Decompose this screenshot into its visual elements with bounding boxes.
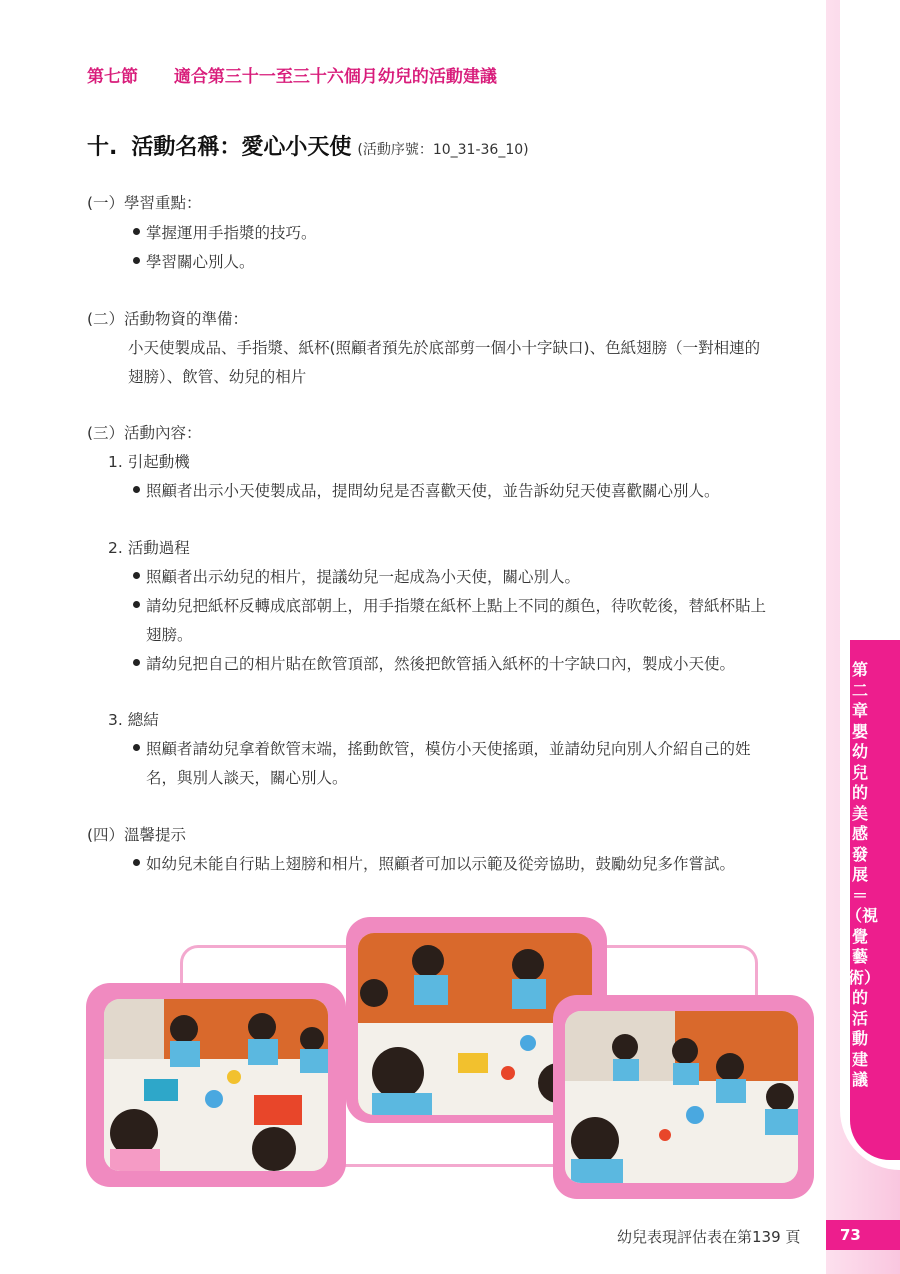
photo-right-image (565, 1011, 798, 1183)
photo-frame-right (553, 995, 814, 1199)
activity-title (87, 130, 529, 161)
activity-number: 十. (87, 135, 118, 160)
section-3-heading: (三）活動內容： (87, 424, 202, 442)
photo-left (104, 999, 328, 1171)
section-1-heading: (一）學習重點： (87, 194, 202, 212)
chapter-side-label: 第二章 嬰幼兒的美感發展＝（視覺藝術）的活動建議 (846, 660, 879, 1089)
section-title: 適合第三十一至三十六個月幼兒的活動建議 (173, 67, 497, 87)
section-4-heading: (四）溫馨提示 (87, 826, 187, 844)
subsection-heading: 1. 引起動機 (108, 453, 190, 471)
activity-serial: (活動序號：10_31-36_10) (357, 142, 529, 158)
section-4-bullet: 如幼兒未能自行貼上翅膀和相片，照顧者可加以示範及從旁協助，鼓勵幼兒多作嘗試。 (133, 857, 735, 873)
section-2-line: 小天使製成品、手指漿、紙杯(照顧者預先於底部剪一個小十字缺口)、色紙翅膀（一對相連的 (128, 339, 761, 357)
page-number: 73 (826, 1220, 900, 1250)
section-2-heading: (二）活動物資的準備： (87, 310, 249, 328)
assessment-reference: 幼兒表現評估表在第139 頁 (617, 1228, 801, 1246)
section-number: 第七節 (87, 67, 138, 87)
photo-left-image (104, 999, 328, 1171)
photo-frame-left (86, 983, 346, 1187)
section-2-line: 翅膀）、飲管、幼兒的相片 (128, 368, 307, 386)
section-1-bullet: 學習關心別人。 (133, 255, 255, 271)
photo-right (565, 1011, 798, 1183)
subsection-bullet: 照顧者出示小天使製成品，提問幼兒是否喜歡天使，並告訴幼兒天使喜歡關心別人。 (133, 484, 720, 500)
subsection-heading: 3. 總結 (108, 711, 159, 729)
subsection-bullet: 請幼兒把紙杯反轉成底部朝上，用手指漿在紙杯上點上不同的顏色，待吹乾後，替紙杯貼上 (133, 599, 766, 615)
subsection-bullet: 請幼兒把自己的相片貼在飲管頂部，然後把飲管插入紙杯的十字缺口內，製成小天使。 (133, 657, 735, 673)
subsection-bullet: 照顧者出示幼兒的相片，提議幼兒一起成為小天使，關心別人。 (133, 570, 580, 586)
section-1-bullet: 掌握運用手指漿的技巧。 (133, 226, 317, 242)
activity-name: 活動名稱：愛心小天使 (131, 135, 352, 160)
section-header (87, 62, 497, 87)
subsection-bullet-continuation: 名，與別人談天，關心別人。 (146, 769, 348, 787)
subsection-bullet: 照顧者請幼兒拿着飲管末端，搖動飲管，模仿小天使搖頭，並請幼兒向別人介紹自己的姓 (133, 742, 751, 758)
subsection-bullet-continuation: 翅膀。 (146, 626, 193, 644)
subsection-heading: 2. 活動過程 (108, 539, 190, 557)
